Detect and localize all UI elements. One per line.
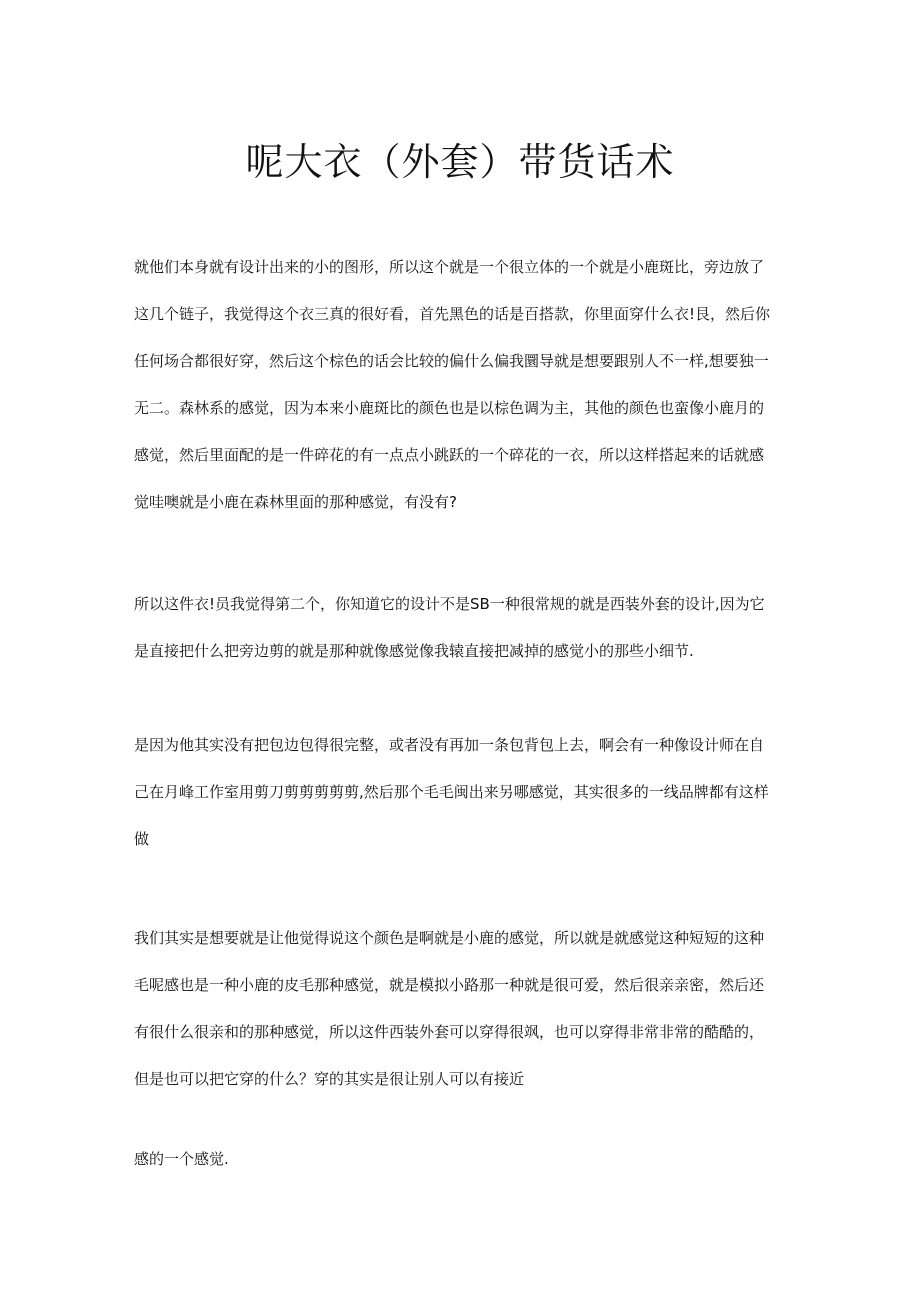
paragraph-5 xyxy=(134,1136,794,1183)
text-line: 己在月峰工作室用剪刀剪剪剪剪剪,然后那个毛毛闽出来另哪感觉，其实很多的一线品牌都有这样 xyxy=(134,783,769,801)
text-line: 但是也可以把它穿的什么？穿的其实是很让别人可以有接近 xyxy=(134,1070,525,1088)
text-line: 觉哇噢就是小鹿在森林里面的那种感觉，有没有? xyxy=(134,493,457,511)
paragraph-2 xyxy=(134,581,794,675)
text-line: 所以这件衣!员我觉得第二个，你知道它的设计不是SB一种很常规的就是西装外套的设计,因为它 xyxy=(134,595,765,613)
text-line: 是直接把什么把旁边剪的就是那种就像感觉像我辕直接把减掉的感觉小的那些小细节. xyxy=(134,642,694,660)
paragraph-4 xyxy=(134,915,794,1103)
text-line: 感的一个感觉. xyxy=(134,1150,229,1168)
text-line: 毛呢感也是一种小鹿的皮毛那种感觉，就是模拟小路那一种就是很可爱，然后很亲亲密，然后还 xyxy=(134,976,765,994)
text-line: 无二。森林系的感觉，因为本来小鹿斑比的颜色也是以棕色调为主，其他的颜色也蛮像小鹿月的 xyxy=(134,399,765,417)
text-line: 任何场合都很好穿，然后这个棕色的话会比较的偏什么偏我圜导就是想要跟别人不一样,想要独一 xyxy=(134,352,769,370)
paragraph-3 xyxy=(134,722,794,863)
text-line: 是因为他其实没有把包边包得很完整，或者没有再加一条包背包上去，啊会有一种像设计师在自 xyxy=(134,736,765,754)
text-line: 有很什么很亲和的那种感觉，所以这件西装外套可以穿得很飒，也可以穿得非常非常的酷酷的， xyxy=(134,1023,765,1041)
text-line: 我们其实是想要就是让他觉得说这个颜色是啊就是小鹿的感觉，所以就是就感觉这种短短的这种 xyxy=(134,929,765,947)
page-title: 呢大衣（外套）带货话术 xyxy=(245,140,675,184)
text-line: 这几个链子，我觉得这个衣三真的很好看，首先黑色的话是百搭款，你里面穿什么衣!艮，然后你 xyxy=(134,305,771,323)
text-line: 就他们本身就有设计出来的小的图形，所以这个就是一个很立体的一个就是小鹿斑比，旁边放了 xyxy=(134,258,765,276)
text-line: 做 xyxy=(134,830,150,848)
paragraph-1 xyxy=(134,244,794,526)
text-line: 感觉，然后里面配的是一件碎花的有一点点小跳跃的一个碎花的一衣，所以这样搭起来的话就感 xyxy=(134,446,765,464)
